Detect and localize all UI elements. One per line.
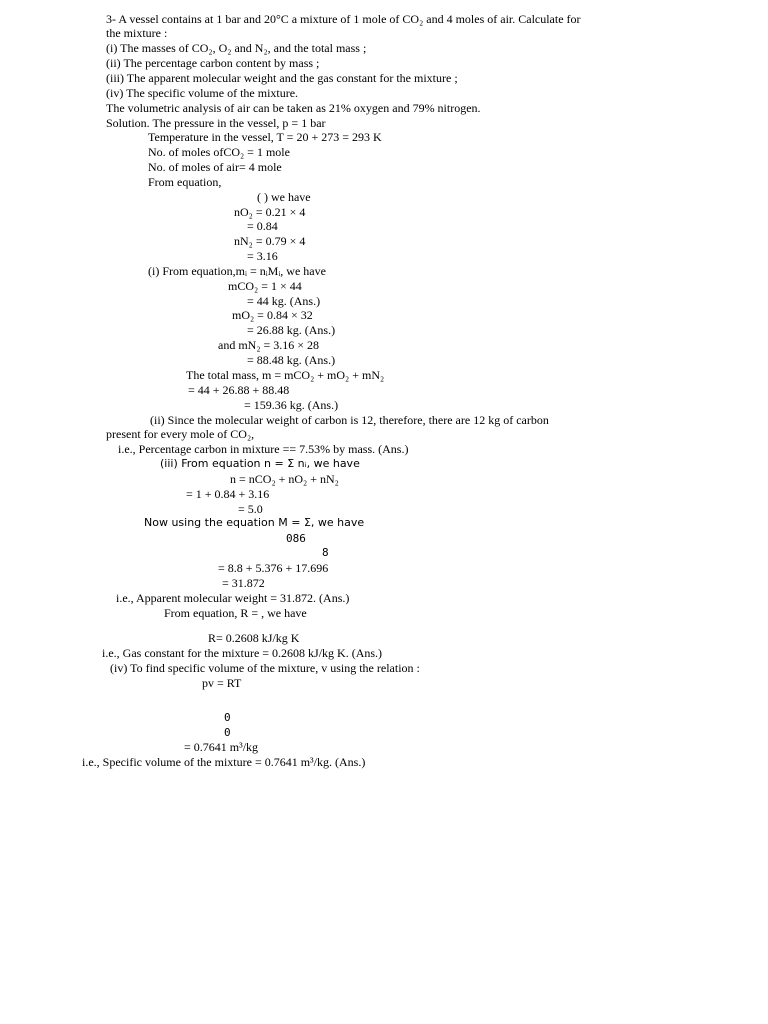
problem-statement-line: the mixture :: [106, 26, 168, 40]
equation-line: mCO₂ = 1 × 44: [228, 279, 302, 293]
note-line: The volumetric analysis of air can be taken as 21% oxygen and 79% nitrogen.: [106, 101, 481, 115]
solution-line: (iv) To find specific volume of the mixture, v using the relation :: [110, 661, 420, 675]
equation-line: and mN₂ = 3.16 × 28: [218, 338, 320, 352]
solution-line: From equation,: [148, 175, 222, 189]
solution-line: No. of moles of air= 4 mole: [148, 160, 282, 174]
equation-fragment: 086: [286, 532, 306, 545]
question-item: (i) The masses of CO₂, O₂ and N₂, and the total mass ;: [106, 41, 367, 55]
solution-line: present for every mole of CO₂,: [106, 427, 255, 441]
solution-line: (iii) From equation n = Σ nᵢ, we have: [160, 457, 360, 470]
equation-line: = 88.48 kg. (Ans.): [247, 353, 336, 367]
equation-line: = 0.84: [247, 219, 278, 233]
problem-statement-line: 3- A vessel contains at 1 bar and 20°C a mixture of 1 mole of CO₂ and 4 moles of air. Calculate for: [106, 12, 581, 26]
question-item: (iii) The apparent molecular weight and the gas constant for the mixture ;: [106, 71, 458, 85]
solution-line: (ii) Since the molecular weight of carbon is 12, therefore, there are 12 kg of carbon: [150, 413, 549, 427]
solution-line: From equation, R = , we have: [164, 606, 307, 620]
equation-line: pv = RT: [202, 676, 242, 690]
equation-line: n = nCO₂ + nO₂ + nN₂: [230, 472, 339, 486]
equation-line: nN₂ = 0.79 × 4: [234, 234, 306, 248]
equation-line: = 5.0: [238, 502, 263, 516]
equation-fragment: 0: [224, 726, 231, 739]
equation-line: = 3.16: [247, 249, 278, 263]
equation-line: = 0.7641 m³/kg: [184, 740, 259, 754]
equation-line: mO₂ = 0.84 × 32: [232, 308, 313, 322]
question-item: (ii) The percentage carbon content by mass ;: [106, 56, 320, 70]
solution-line: No. of moles ofCO₂ = 1 mole: [148, 145, 290, 159]
equation-line: The total mass, m = mCO₂ + mO₂ + mN₂: [186, 368, 385, 382]
question-item: (iv) The specific volume of the mixture.: [106, 86, 299, 100]
equation-line: R= 0.2608 kJ/kg K: [208, 631, 300, 645]
solution-line: Now using the equation M = Σ, we have: [144, 516, 365, 529]
equation-line: = 159.36 kg. (Ans.): [244, 398, 339, 412]
equation-line: = 44 + 26.88 + 88.48: [188, 383, 290, 397]
equation-line: = 26.88 kg. (Ans.): [247, 323, 336, 337]
equation-line: ( ) we have: [257, 190, 311, 204]
equation-line: nO₂ = 0.21 × 4: [234, 205, 306, 219]
equation-line: = 44 kg. (Ans.): [247, 294, 321, 308]
solution-line: i.e., Percentage carbon in mixture == 7.53% by mass. (Ans.): [118, 442, 409, 456]
equation-fragment: 0: [224, 711, 231, 724]
solution-line: i.e., Specific volume of the mixture = 0.7641 m³/kg. (Ans.): [82, 755, 366, 769]
equation-line: = 1 + 0.84 + 3.16: [186, 487, 270, 501]
equation-line: = 31.872: [222, 576, 265, 590]
solution-line: Temperature in the vessel, T = 20 + 273 = 293 K: [148, 130, 382, 144]
solution-line: i.e., Apparent molecular weight = 31.872. (Ans.): [116, 591, 350, 605]
solution-line: (i) From equation,mᵢ = nᵢMᵢ, we have: [148, 264, 326, 278]
equation-line: = 8.8 + 5.376 + 17.696: [218, 561, 329, 575]
solution-heading: Solution. The pressure in the vessel, p = 1 bar: [106, 116, 326, 130]
equation-fragment: 8: [322, 546, 329, 559]
solution-line: i.e., Gas constant for the mixture = 0.2608 kJ/kg K. (Ans.): [102, 646, 383, 660]
